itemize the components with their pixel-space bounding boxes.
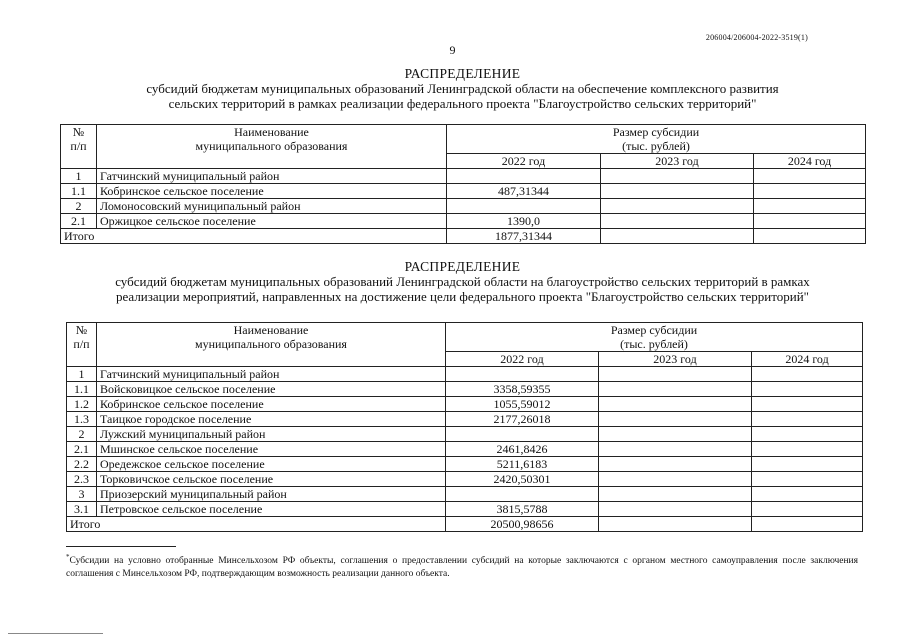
value-2024	[754, 214, 866, 229]
table-row	[67, 427, 863, 442]
document-id: 206004/206004-2022-3519(1)	[705, 33, 808, 42]
value-2023	[599, 367, 752, 382]
table-row	[61, 199, 866, 214]
municipality-name: Войсковицкое сельское поселение	[97, 382, 446, 397]
row-number: 1.1	[67, 382, 97, 397]
value-2022	[447, 199, 601, 214]
table-row	[67, 487, 863, 502]
section2-subtitle-line1: субсидий бюджетам муниципальных образований Ленинградской области на благоустройство сельских территорий в рамках	[115, 274, 810, 289]
table-row	[67, 472, 863, 487]
table-row	[67, 382, 863, 397]
table-row	[67, 412, 863, 427]
table-row	[67, 397, 863, 412]
municipality-name: Оржицкое сельское поселение	[97, 214, 447, 229]
municipality-name: Торковичское сельское поселение	[97, 472, 446, 487]
value-2024	[754, 169, 866, 184]
num-header: № п/п	[67, 323, 97, 367]
row-number: 1	[61, 169, 97, 184]
value-2023	[599, 397, 752, 412]
municipality-name: Кобринское сельское поселение	[97, 184, 447, 199]
bottom-line	[8, 633, 103, 634]
value-2024	[754, 199, 866, 214]
total-label: Итого	[61, 229, 447, 244]
num-header: № п/п	[61, 125, 97, 169]
section2-subtitle-line2: реализации мероприятий, направленных на достижение цели федерального проекта "Благоустройство сельских территорий"	[116, 289, 809, 304]
value-2024	[752, 367, 863, 382]
value-2022	[446, 427, 599, 442]
row-number: 2.1	[67, 442, 97, 457]
value-2022	[446, 367, 599, 382]
municipality-name: Лужский муниципальный район	[97, 427, 446, 442]
value-2022	[446, 487, 599, 502]
municipality-name: Ломоносовский муниципальный район	[97, 199, 447, 214]
value-2022: 3815,5788	[446, 502, 599, 517]
year-2024-header: 2024 год	[752, 352, 863, 367]
municipality-name: Приозерский муниципальный район	[97, 487, 446, 502]
total-2022-value: 20500,98656	[446, 517, 599, 532]
subsidy-size-header: Размер субсидии (тыс. рублей)	[446, 323, 863, 352]
value-2023	[599, 487, 752, 502]
value-2022: 2177,26018	[446, 412, 599, 427]
row-number: 1.3	[67, 412, 97, 427]
row-number: 1.1	[61, 184, 97, 199]
value-2022: 2461,8426	[446, 442, 599, 457]
section2-title: РАСПРЕДЕЛЕНИЕ	[404, 259, 521, 274]
row-number: 2.1	[61, 214, 97, 229]
total-2024-value	[752, 517, 863, 532]
section1-subtitle-line1: субсидий бюджетам муниципальных образований Ленинградской области на обеспечение комплексного развития	[146, 81, 779, 96]
municipality-name: Петровское сельское поселение	[97, 502, 446, 517]
total-label: Итого	[67, 517, 446, 532]
row-number: 1	[67, 367, 97, 382]
total-2023-value	[601, 229, 754, 244]
page-number: 9	[449, 43, 456, 57]
value-2023	[599, 457, 752, 472]
footnote	[66, 551, 858, 581]
total-2024-value	[754, 229, 866, 244]
row-number: 2	[67, 427, 97, 442]
value-2022: 487,31344	[447, 184, 601, 199]
value-2023	[599, 382, 752, 397]
section1-heading	[60, 66, 865, 111]
year-2022-header: 2022 год	[447, 154, 601, 169]
name-header: Наименование муниципального образования	[97, 125, 447, 169]
year-2024-header: 2024 год	[754, 154, 866, 169]
value-2024	[752, 382, 863, 397]
year-2022-header: 2022 год	[446, 352, 599, 367]
year-2023-header: 2023 год	[599, 352, 752, 367]
row-number: 3.1	[67, 502, 97, 517]
value-2022: 5211,6183	[446, 457, 599, 472]
footnote-text: Субсидии на условно отобранные Минсельхозом РФ объекты, соглашения о предоставлении субсидий на которые заключаются с органом местного самоуправления после заключения соглашения с Минсельхозом РФ, подтверждающим возможность реализации данного объекта.	[66, 556, 858, 580]
total-2022-value: 1877,31344	[447, 229, 601, 244]
subsidy-table-2	[66, 322, 863, 532]
value-2024	[752, 472, 863, 487]
value-2023	[599, 472, 752, 487]
name-header: Наименование муниципального образования	[97, 323, 446, 367]
value-2023	[599, 427, 752, 442]
subsidy-table-1	[60, 124, 866, 244]
value-2022	[447, 169, 601, 184]
value-2024	[752, 502, 863, 517]
value-2023	[601, 169, 754, 184]
value-2023	[601, 214, 754, 229]
value-2024	[752, 427, 863, 442]
value-2024	[752, 442, 863, 457]
value-2022: 3358,59355	[446, 382, 599, 397]
row-number: 2.3	[67, 472, 97, 487]
subsidy-size-header: Размер субсидии (тыс. рублей)	[447, 125, 866, 154]
table-row	[67, 442, 863, 457]
value-2022: 1055,59012	[446, 397, 599, 412]
footnote-marker: *	[66, 553, 70, 561]
table-row	[67, 367, 863, 382]
table-row	[67, 502, 863, 517]
section2-heading	[60, 259, 865, 304]
value-2023	[601, 199, 754, 214]
value-2023	[599, 412, 752, 427]
municipality-name: Мшинское сельское поселение	[97, 442, 446, 457]
value-2023	[599, 442, 752, 457]
municipality-name: Оредежское сельское поселение	[97, 457, 446, 472]
municipality-name: Кобринское сельское поселение	[97, 397, 446, 412]
row-number: 2.2	[67, 457, 97, 472]
value-2024	[752, 412, 863, 427]
municipality-name: Таицкое городское поселение	[97, 412, 446, 427]
value-2024	[752, 457, 863, 472]
value-2024	[752, 487, 863, 502]
table-row	[61, 169, 866, 184]
value-2022: 1390,0	[447, 214, 601, 229]
table-row	[67, 457, 863, 472]
municipality-name: Гатчинский муниципальный район	[97, 169, 447, 184]
municipality-name: Гатчинский муниципальный район	[97, 367, 446, 382]
value-2023	[601, 184, 754, 199]
value-2024	[752, 397, 863, 412]
year-2023-header: 2023 год	[601, 154, 754, 169]
value-2023	[599, 502, 752, 517]
row-number: 1.2	[67, 397, 97, 412]
total-row	[67, 517, 863, 532]
table-row	[61, 214, 866, 229]
value-2024	[754, 184, 866, 199]
row-number: 2	[61, 199, 97, 214]
total-2023-value	[599, 517, 752, 532]
section1-subtitle-line2: сельских территорий в рамках реализации федерального проекта "Благоустройство сельских территорий"	[168, 96, 757, 111]
table-row	[61, 184, 866, 199]
value-2022: 2420,50301	[446, 472, 599, 487]
section1-title: РАСПРЕДЕЛЕНИЕ	[404, 66, 521, 81]
footnote-separator	[66, 546, 176, 547]
row-number: 3	[67, 487, 97, 502]
total-row	[61, 229, 866, 244]
